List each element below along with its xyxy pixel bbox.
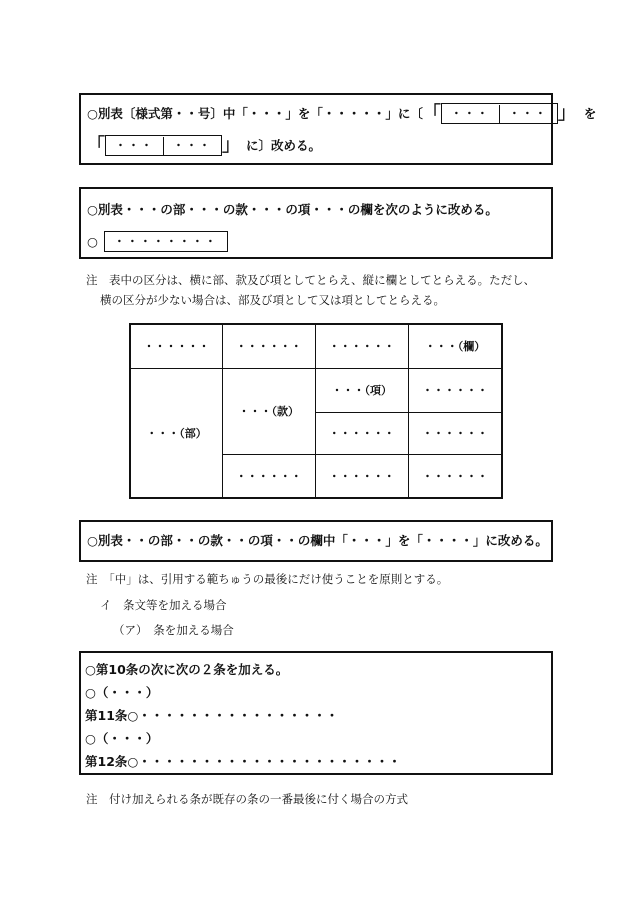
box2-circle: ○ [87, 233, 98, 249]
amendment-box-column-text-replace [79, 520, 553, 562]
box2-line2 [87, 231, 228, 252]
box1-cell: ・・・ [499, 105, 557, 123]
heading-adding-articles: イ 条文等を加える場合 [100, 598, 227, 612]
box1-inline-table-2 [105, 135, 222, 156]
box1-inline-table-1 [441, 103, 558, 124]
box3-text: ○別表・・の部・・の款・・の項・・の欄中「・・・」を「・・・・」に改める。 [87, 533, 548, 548]
box1-open-quote-2: 「 [87, 134, 105, 156]
note-naka-usage: 注 「中」は、引用する範ちゅうの最後にだけ使うことを原則とする。 [86, 572, 449, 586]
box1-open-quote-1: 「 [422, 102, 441, 124]
table-cell: ・・・・・・ [408, 454, 502, 498]
box2-text: ○別表・・・の部・・・の款・・・の項・・・の欄を次のように改める。 [87, 202, 498, 217]
heading-adding-article: （ア） 条を加える場合 [113, 623, 234, 637]
note-appended-article: 注 付け加えられる条が既存の条の一番最後に付く場合の方式 [86, 792, 408, 806]
box2-inline-box [104, 231, 228, 252]
amendment-box-column-replace [79, 187, 553, 259]
division-example-table [129, 323, 503, 499]
table-cell: ・・・・・・ [223, 324, 316, 368]
amendment-box-add-articles [79, 651, 553, 775]
box1-text-a: ○別表〔様式第・・号〕中「・・・」を「・・・・・」に〔 [87, 105, 423, 121]
box4-line4: ○（・・・） [85, 731, 159, 746]
table-cell-column-label: ・・・（欄） [408, 324, 502, 368]
table-cell: ・・・・・・ [408, 368, 502, 412]
table-cell: ・・・・・・ [315, 412, 408, 454]
note-table-division-line1: 注 表中の区分は、横に部、款及び項としてとらえ、縦に欄としてとらえる。ただし、 [86, 273, 536, 287]
box1-close-quote-2: 」 [222, 134, 240, 156]
table-cell: ・・・・・・ [130, 324, 223, 368]
table-cell-part-label: ・・・（部） [130, 368, 223, 498]
table-cell: ・・・・・・ [223, 454, 316, 498]
box1-text-b: を [583, 105, 597, 121]
box4-line1: ○第10条の次に次の２条を加える。 [85, 662, 289, 677]
box2-cell: ・・・・・・・・ [113, 234, 218, 248]
box2-line1 [87, 201, 498, 219]
note-table-division-line2: 横の区分が少ない場合は、部及び項として又は項としてとらえる。 [100, 293, 445, 307]
table-cell: ・・・・・・ [408, 412, 502, 454]
amendment-box-style-form [79, 93, 597, 165]
table-cell: ・・・・・・ [315, 454, 408, 498]
table-cell: ・・・・・・ [315, 324, 408, 368]
box4-line2: ○（・・・） [85, 685, 159, 700]
box1-line1 [87, 103, 596, 124]
table-cell-section-label: ・・・（款） [223, 368, 316, 454]
box1-close-quote-1: 」 [557, 102, 576, 124]
box1-cell: ・・・ [115, 138, 154, 152]
box3-line1 [87, 532, 548, 550]
box1-cell: ・・・ [163, 137, 221, 155]
table-cell-item-label: ・・・（項） [315, 368, 408, 412]
box4-line5: 第12条○・・・・・・・・・・・・・・・・・・・・・ [85, 754, 401, 769]
box1-line2 [87, 135, 321, 156]
box4-line3: 第11条○・・・・・・・・・・・・・・・・ [85, 708, 339, 723]
box1-text-c: に〕改める。 [246, 137, 322, 153]
box1-cell: ・・・ [450, 106, 490, 120]
